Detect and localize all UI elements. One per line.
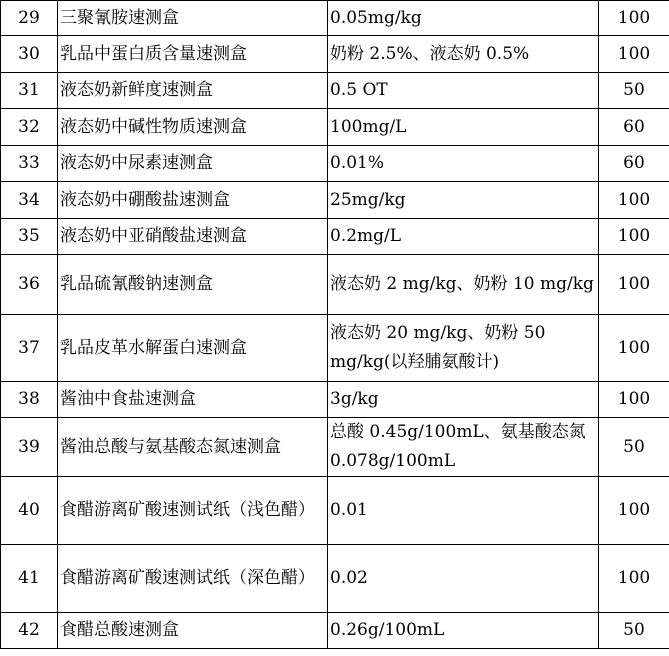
row-number: 40 (1, 477, 58, 545)
quantity: 100 (599, 477, 669, 545)
row-number: 32 (1, 109, 58, 146)
row-number: 35 (1, 219, 58, 255)
row-number: 38 (1, 382, 58, 418)
row-number: 30 (1, 36, 58, 73)
table-row (1, 477, 669, 545)
table-row (1, 315, 669, 382)
row-number: 34 (1, 182, 58, 219)
detection-limit: 0.01 (328, 477, 599, 545)
quantity: 100 (599, 36, 669, 73)
product-name: 三聚氰胺速测盒 (58, 1, 328, 36)
table-row (1, 73, 669, 109)
quantity: 100 (599, 219, 669, 255)
detection-limit: 奶粉 2.5%、液态奶 0.5% (328, 36, 599, 73)
row-number: 33 (1, 146, 58, 182)
product-name: 乳品硫氰酸钠速测盒 (58, 255, 328, 315)
table-row (1, 613, 669, 649)
detection-limit: 0.05mg/kg (328, 1, 599, 36)
row-number: 37 (1, 315, 58, 382)
table-row (1, 545, 669, 613)
row-number: 36 (1, 255, 58, 315)
detection-limit: 100mg/L (328, 109, 599, 146)
product-name: 液态奶中亚硝酸盐速测盒 (58, 219, 328, 255)
row-number: 39 (1, 418, 58, 477)
detection-limit: 25mg/kg (328, 182, 599, 219)
product-name: 乳品中蛋白质含量速测盒 (58, 36, 328, 73)
product-name: 液态奶新鲜度速测盒 (58, 73, 328, 109)
table-body (1, 1, 669, 649)
detection-limit: 0.26g/100mL (328, 613, 599, 649)
detection-limit: 0.02 (328, 545, 599, 613)
quantity: 60 (599, 109, 669, 146)
product-name: 食醋游离矿酸速测试纸（浅色醋） (58, 477, 328, 545)
detection-limit: 3g/kg (328, 382, 599, 418)
table-row (1, 182, 669, 219)
quantity: 100 (599, 545, 669, 613)
quantity: 100 (599, 255, 669, 315)
table-row (1, 109, 669, 146)
table-row (1, 219, 669, 255)
quantity: 50 (599, 73, 669, 109)
detection-limit: 液态奶 20 mg/kg、奶粉 50 mg/kg(以羟脯氨酸计) (328, 315, 599, 382)
detection-limit: 0.2mg/L (328, 219, 599, 255)
product-name: 食醋总酸速测盒 (58, 613, 328, 649)
product-name: 酱油总酸与氨基酸态氮速测盒 (58, 418, 328, 477)
row-number: 41 (1, 545, 58, 613)
table-row (1, 1, 669, 36)
detection-limit: 0.01% (328, 146, 599, 182)
product-name: 食醋游离矿酸速测试纸（深色醋） (58, 545, 328, 613)
quantity: 60 (599, 146, 669, 182)
quantity: 50 (599, 418, 669, 477)
product-name: 酱油中食盐速测盒 (58, 382, 328, 418)
table-row (1, 418, 669, 477)
detection-limit: 液态奶 2 mg/kg、奶粉 10 mg/kg (328, 255, 599, 315)
detection-limit: 0.5 OT (328, 73, 599, 109)
product-name: 液态奶中碱性物质速测盒 (58, 109, 328, 146)
quantity: 100 (599, 315, 669, 382)
row-number: 31 (1, 73, 58, 109)
detection-limit: 总酸 0.45g/100mL、氨基酸态氮 0.078g/100mL (328, 418, 599, 477)
quantity: 100 (599, 382, 669, 418)
table-row (1, 382, 669, 418)
table-row (1, 146, 669, 182)
quantity: 100 (599, 182, 669, 219)
row-number: 42 (1, 613, 58, 649)
product-name: 液态奶中硼酸盐速测盒 (58, 182, 328, 219)
quantity: 100 (599, 1, 669, 36)
table-row (1, 36, 669, 73)
row-number: 29 (1, 1, 58, 36)
product-name: 液态奶中尿素速测盒 (58, 146, 328, 182)
table-row (1, 255, 669, 315)
quantity: 50 (599, 613, 669, 649)
product-name: 乳品皮革水解蛋白速测盒 (58, 315, 328, 382)
